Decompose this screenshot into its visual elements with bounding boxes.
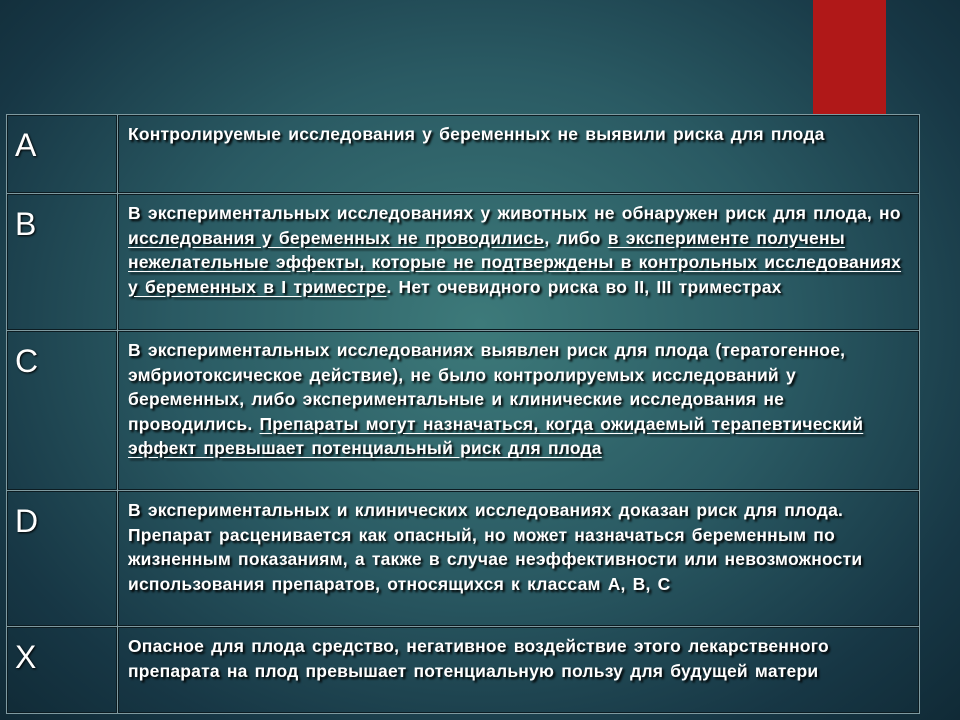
category-letter: A xyxy=(7,115,118,194)
category-letter: X xyxy=(7,627,118,714)
category-letter: B xyxy=(7,194,118,331)
description-text: В экспериментальных и клинических исследованиях доказан риск для плода. Препарат расценивается как опасный, но может назначаться беременным по жизненным показаниям, а также в случае неэффективности или невозможности использования препаратов, относящихся к классам A, B, C xyxy=(128,500,863,594)
underlined-text: в эксперименте получены нежелательные эффекты, которые не подтверждены в контрольных исследованиях у беременных в I триместре xyxy=(128,227,902,297)
description-text: В экспериментальных исследованиях у животных не обнаружен риск для плода, но xyxy=(128,203,901,223)
description-text: , либо xyxy=(544,227,608,248)
category-description xyxy=(118,491,920,627)
category-row-a xyxy=(7,115,920,194)
description-text: Опасное для плода средство, негативное воздействие этого лекарственного препарата на плод превышает потенциальную пользу для будущей матери xyxy=(128,636,829,681)
category-letter: C xyxy=(7,331,118,491)
description-text: Контролируемые исследования у беременных не выявили риска для плода xyxy=(128,124,825,144)
red-accent-bar xyxy=(813,0,886,114)
category-row-c xyxy=(7,331,920,491)
description-text: . Нет очевидного риска во II, III триместрах xyxy=(386,276,782,297)
underlined-text: исследования у беременных не проводились xyxy=(128,227,545,248)
category-letter: D xyxy=(7,491,118,627)
category-row-b xyxy=(7,194,920,331)
description-text: В экспериментальных исследованиях выявлен риск для плода (тератогенное, эмбриотоксическое действие), не было контролируемых исследований у беременных, либо экспериментальные и клинические исследования не проводились. xyxy=(128,340,846,434)
category-row-d xyxy=(7,491,920,627)
category-description xyxy=(118,331,920,491)
category-description xyxy=(118,194,920,331)
underlined-text: Препараты могут назначаться, когда ожидаемый терапевтический эффект превышает потенциальный риск для плода xyxy=(128,413,864,458)
category-row-x xyxy=(7,627,920,714)
category-description xyxy=(118,627,920,714)
category-description xyxy=(118,115,920,194)
fda-category-table xyxy=(6,114,920,714)
